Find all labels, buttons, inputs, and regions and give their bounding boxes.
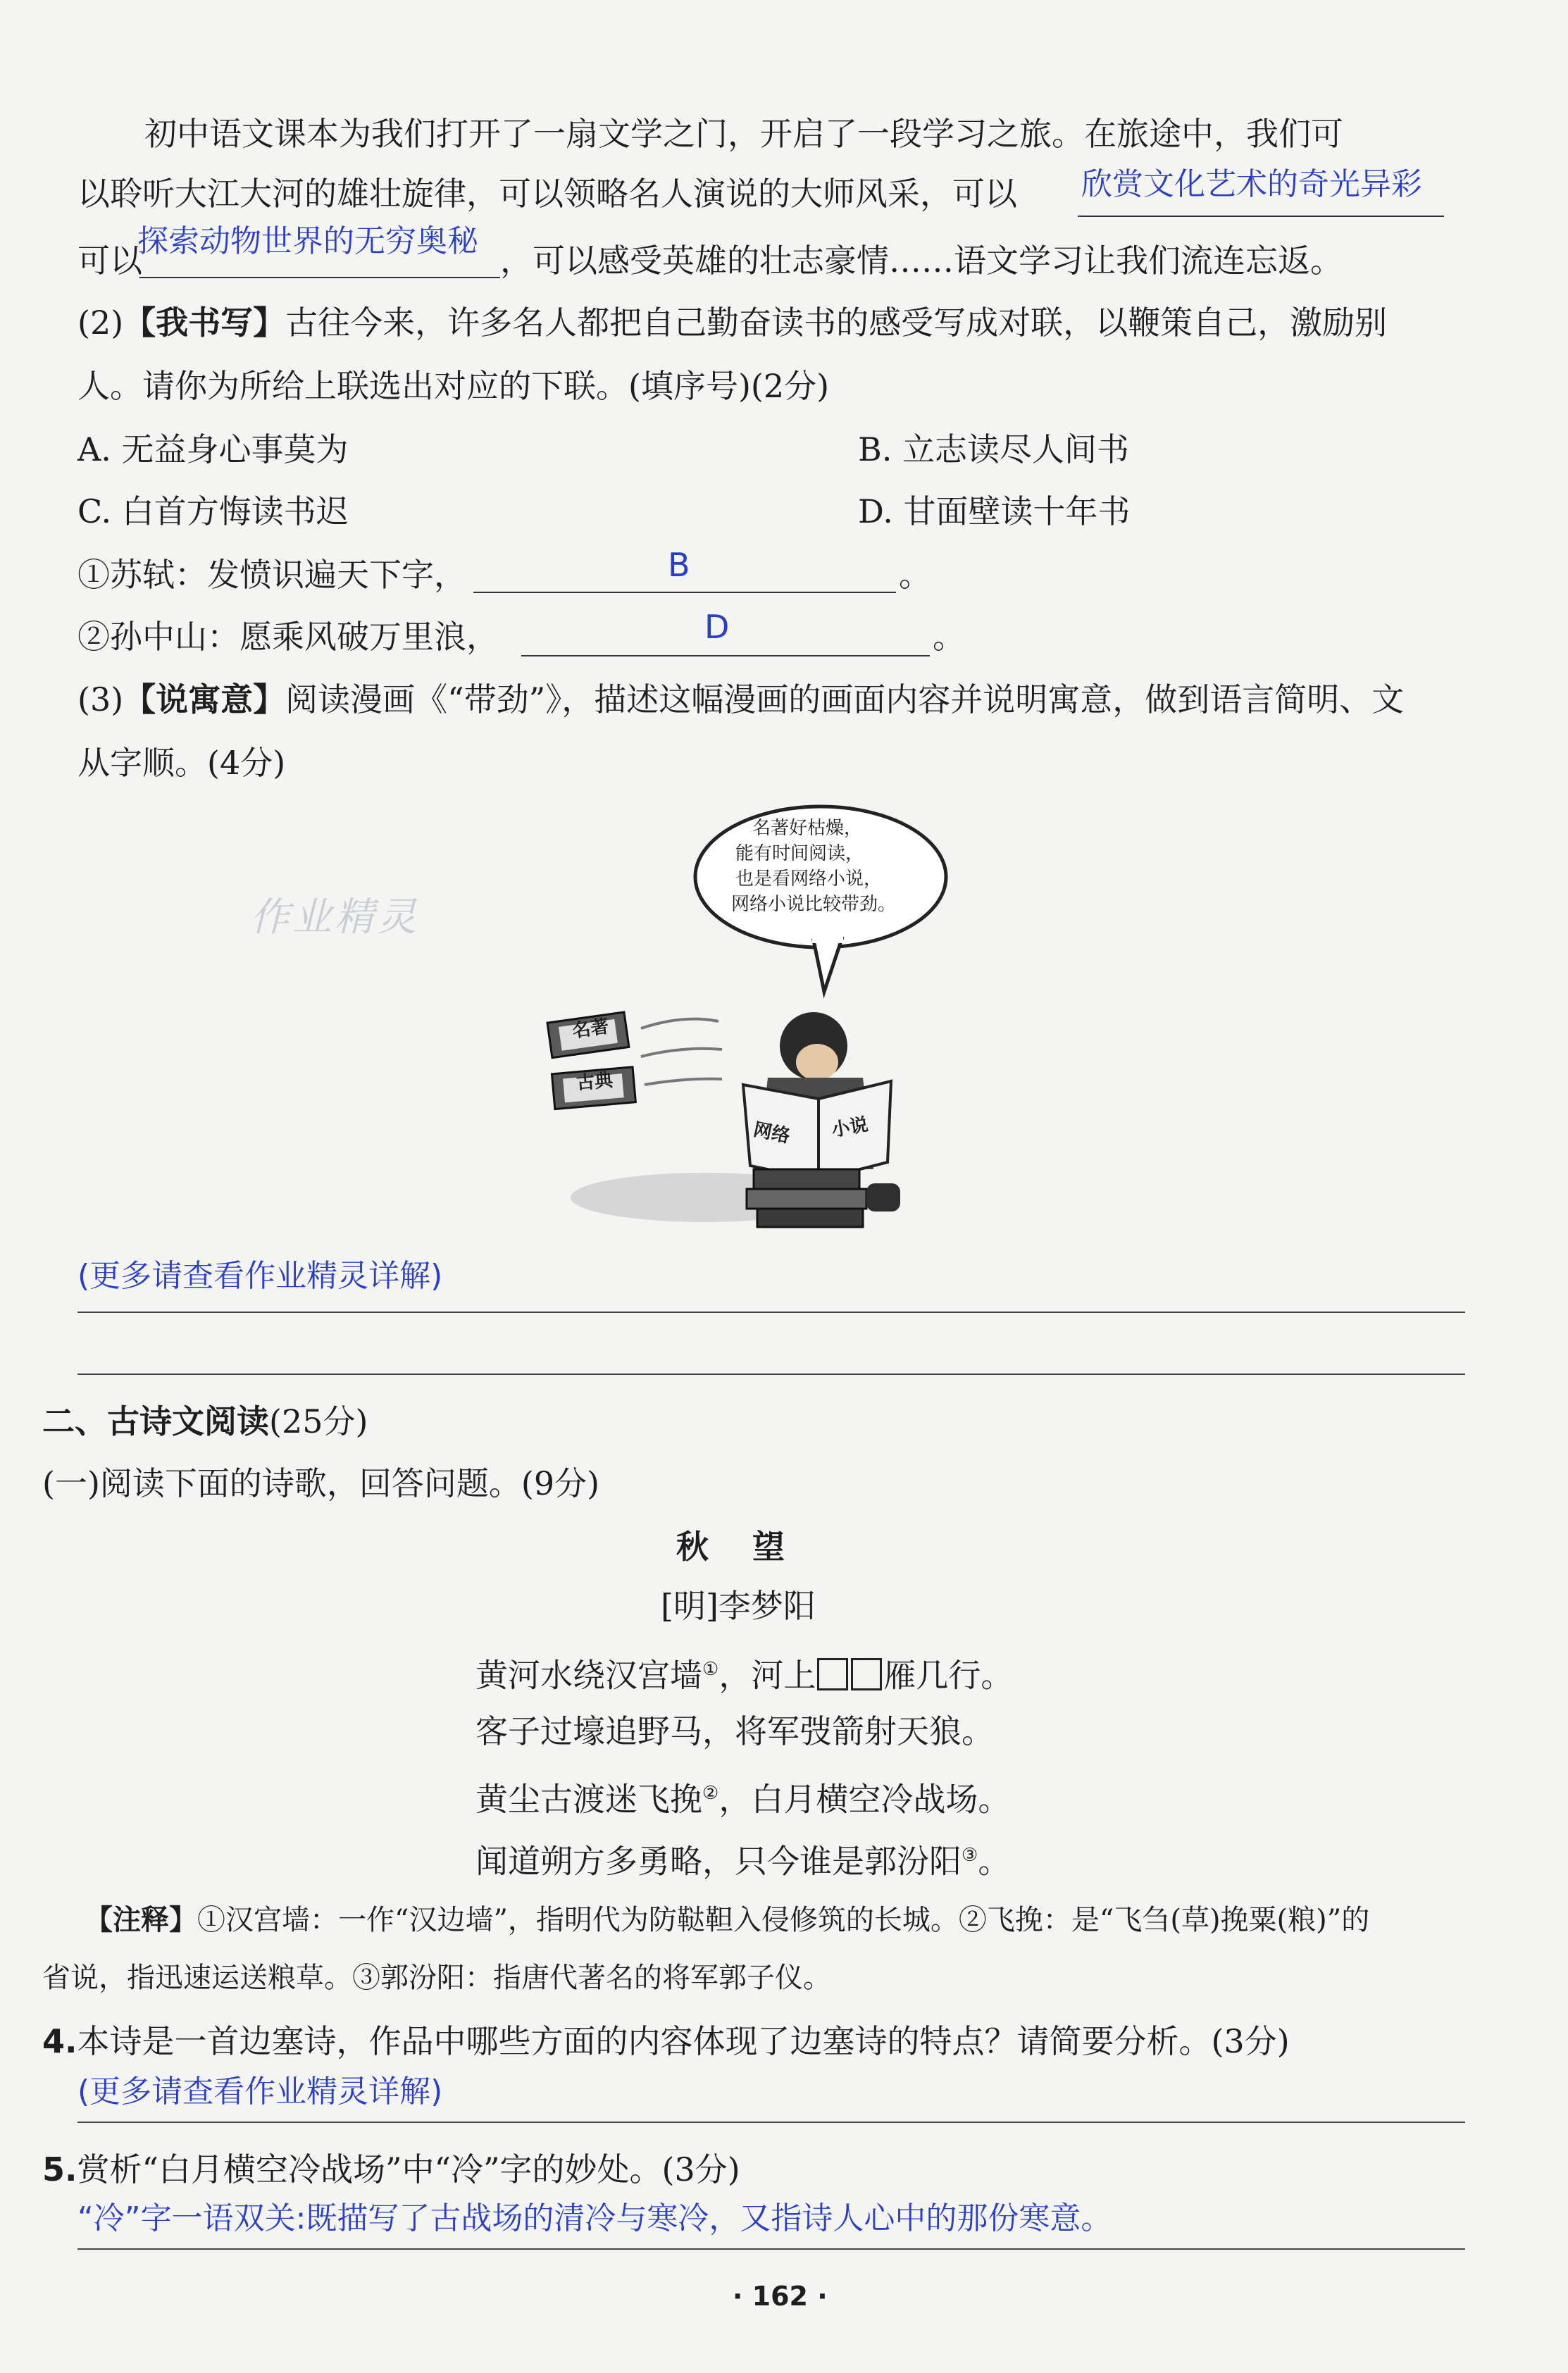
q2-text-1: 古往今来，许多名人都把自己勤奋读书的感受写成对联，以鞭策自己，激励别 <box>285 304 1388 342</box>
q2-item-1-blank <box>473 592 896 593</box>
intro-line-3-suffix: ，可以感受英雄的壮志豪情……语文学习让我们流连忘返。 <box>500 242 1343 280</box>
poem-line-1 <box>475 1648 1013 1696</box>
q2-item-1-answer: B <box>668 546 690 584</box>
q3-tag: 【说寓意】 <box>123 680 286 718</box>
answer-line-1 <box>77 1312 1465 1313</box>
q3-num: (3) <box>77 680 124 718</box>
poem-line-3b: ，白月横空冷战场。 <box>718 1780 1011 1819</box>
poem-note-ref-2: ② <box>702 1783 719 1804</box>
poem-line-4 <box>475 1834 1010 1882</box>
q4-answer: (更多请查看作业精灵详解) <box>77 2074 443 2110</box>
watermark-logo: 作业精灵 <box>250 895 419 940</box>
q5-answer-line <box>77 2248 1465 2250</box>
bubble-line-3: 也是看网络小说， <box>735 868 883 890</box>
q2-item-2: ②孙中山：愿乘风破万里浪， <box>77 618 499 656</box>
q4-num: 4. <box>42 2022 77 2060</box>
page-number: · 162 · <box>733 2281 828 2312</box>
intro-line-2: 以聆听大江大河的雄壮旋律，可以领略名人演说的大师风采，可以 <box>77 175 1017 213</box>
section-2-score: (25分) <box>269 1402 368 1440</box>
notes-tag: 【注释】 <box>85 1904 197 1936</box>
q2-tag: 【我书写】 <box>123 304 286 342</box>
poem-line-1c: 雁几行。 <box>883 1656 1014 1695</box>
poem-line-4a: 闻道朔方多勇略，只今谁是郭汾阳 <box>475 1842 962 1881</box>
q2-item-1: ①苏轼：发愤识遍天下字， <box>77 556 466 594</box>
intro-line-3-prefix: 可以 <box>77 242 142 280</box>
blank-box-2 <box>851 1658 882 1690</box>
blank-box-1 <box>817 1658 848 1690</box>
answer-line-2 <box>77 1374 1465 1375</box>
speech-bubble-text <box>731 816 896 917</box>
book-label-1: 名著 <box>571 1016 611 1042</box>
section-2-sub: (一)阅读下面的诗歌，回答问题。(9分) <box>42 1464 600 1502</box>
poem-author: [明]李梦阳 <box>661 1587 816 1625</box>
q3-line-2: 从字顺。(4分) <box>77 744 286 782</box>
q4-text: 本诗是一首边塞诗，作品中哪些方面的内容体现了边塞诗的特点？请简要分析。(3分) <box>77 2022 1290 2060</box>
poem-note-ref-1: ① <box>702 1659 719 1680</box>
poem-line-2: 客子过壕追野马，将军弢箭射天狼。 <box>475 1712 994 1750</box>
q2-line-1 <box>77 301 1387 344</box>
intro-line-1: 初中语文课本为我们打开了一扇文学之门，开启了一段学习之旅。在旅途中，我们可 <box>144 115 1343 153</box>
q5-answer: “冷”字一语双关:既描写了古战场的清冷与寒冷，又指诗人心中的那份寒意。 <box>77 2200 1112 2236</box>
poem-line-1b: ，河上 <box>718 1656 816 1695</box>
blank-line-2 <box>139 277 500 278</box>
q5-num: 5. <box>42 2150 77 2188</box>
q3-answer: (更多请查看作业精灵详解) <box>77 1258 443 1294</box>
bubble-line-4: 网络小说比较带劲。 <box>731 894 897 915</box>
q2-item-2-answer: D <box>704 608 730 646</box>
option-c: C. 白首方悔读书迟 <box>77 492 349 530</box>
notes-text-1: ①汉宫墙：一作“汉边墙”，指明代为防鞑靼入侵修筑的长城。②飞挽：是“飞刍(草)挽粟(粮)”的 <box>197 1904 1370 1936</box>
q5-line <box>42 2148 740 2191</box>
poem-line-1a: 黄河水绕汉宫墙 <box>475 1656 702 1695</box>
q4-line <box>42 2020 1290 2062</box>
answer-blank-2: 探索动物世界的无穷奥秘 <box>137 223 478 259</box>
q3-line-1 <box>77 678 1404 721</box>
q5-text: 赏析“白月横空冷战场”中“冷”字的妙处。(3分) <box>77 2150 740 2188</box>
cartoon-illustration <box>542 803 993 1240</box>
option-a: A. 无益身心事莫为 <box>77 430 349 468</box>
q2-num: (2) <box>77 304 124 342</box>
book-label-2: 古典 <box>575 1069 614 1095</box>
notes-line-1 <box>85 1900 1369 1940</box>
section-2-heading: 二、古诗文阅读 <box>42 1402 269 1440</box>
poem-note-ref-3: ③ <box>962 1845 978 1866</box>
q3-text-1: 阅读漫画《“带劲”》，描述这幅漫画的画面内容并说明寓意，做到语言简明、文 <box>285 680 1405 718</box>
poem-line-3 <box>475 1772 1010 1820</box>
q4-answer-line <box>77 2122 1465 2123</box>
q2-item-2-blank <box>521 655 930 656</box>
notes-line-2: 省说，指迅速运送粮草。③郭汾阳：指唐代著名的将军郭子仪。 <box>42 1962 831 1994</box>
q2-item-2-end: 。 <box>933 618 965 656</box>
section-2-title <box>42 1400 368 1443</box>
q2-line-2: 人。请你为所给上联选出对应的下联。(填序号)(2分) <box>77 367 830 405</box>
newspaper-label-left: 网络 <box>751 1119 792 1148</box>
poem-line-4b: 。 <box>978 1842 1011 1881</box>
q2-item-1-end: 。 <box>899 556 931 594</box>
poem-title: 秋 望 <box>676 1528 790 1566</box>
newspaper-label-right: 小说 <box>830 1114 870 1142</box>
bubble-line-1: 名著好枯燥， <box>752 818 863 839</box>
answer-blank-1: 欣赏文化艺术的奇光异彩 <box>1081 166 1422 202</box>
poem-line-3a: 黄尘古渡迷飞挽 <box>475 1780 702 1819</box>
bubble-line-2: 能有时间阅读， <box>735 843 864 864</box>
option-b: B. 立志读尽人间书 <box>858 430 1130 468</box>
blank-line-1 <box>1078 216 1444 217</box>
option-d: D. 甘面壁读十年书 <box>858 492 1131 530</box>
